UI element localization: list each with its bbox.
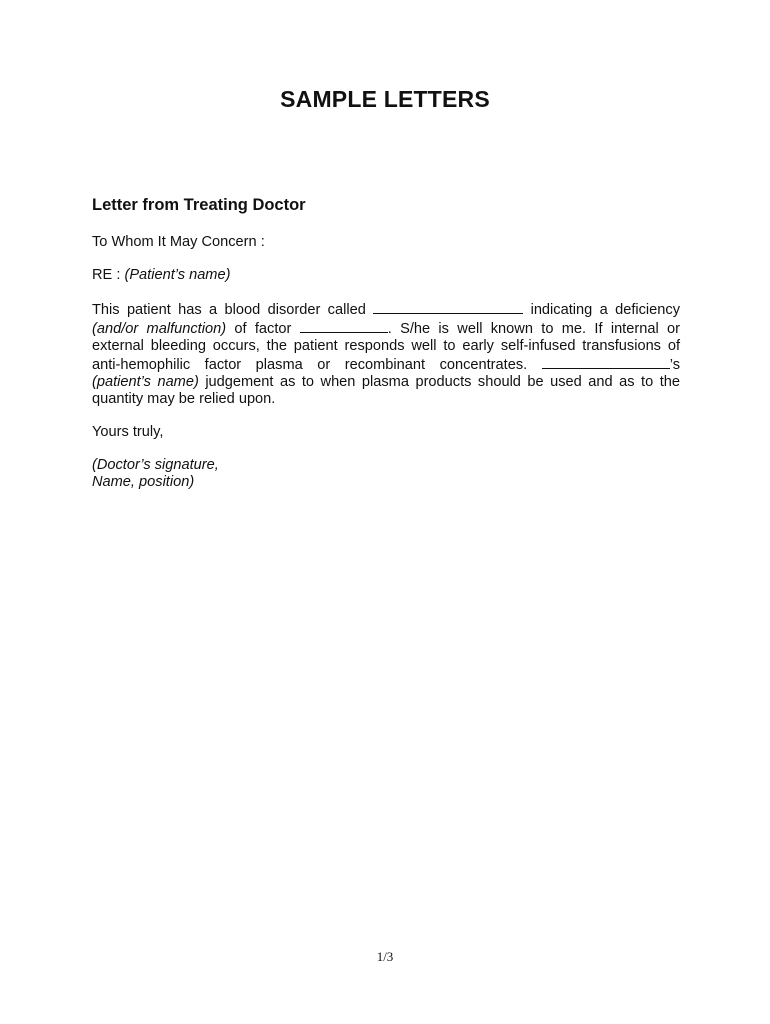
letter-content (92, 197, 680, 491)
patient-name-blank[interactable] (542, 355, 670, 369)
body-text-6: ’s (669, 357, 680, 373)
salutation: To Whom It May Concern : (92, 234, 265, 250)
re-patient-name: (Patient’s name) (124, 267, 231, 283)
body-text-1: This patient has a blood disorder called (92, 302, 366, 318)
re-label: RE : (92, 267, 121, 283)
disorder-blank[interactable] (373, 300, 523, 314)
letter-body (92, 300, 680, 408)
body-text-8: judgement as to when plasma products should be used and as to the quantity may be relied upon. (92, 374, 680, 407)
factor-blank[interactable] (300, 319, 388, 333)
body-text-5: . S/he is well known to me. If internal or external bleeding occurs, the patient responds well to early self-infused transfusions of anti-hemophilic factor plasma or recombinant concentrates. (92, 321, 680, 373)
body-text-4: of factor (234, 321, 292, 337)
body-text-2: indicating a deficiency (530, 302, 680, 318)
body-text-3: (and/or malfunction) (92, 321, 227, 337)
section-heading: Letter from Treating Doctor (92, 196, 306, 214)
signature-line-2: Name, position) (92, 474, 195, 490)
page-number: 1/3 (376, 949, 394, 964)
body-text-7: (patient’s name) (92, 374, 199, 390)
closing: Yours truly, (92, 424, 164, 440)
signature-block (92, 457, 680, 491)
re-line (92, 267, 680, 284)
page-title: SAMPLE LETTERS (280, 86, 490, 112)
signature-line-1: (Doctor’s signature, (92, 457, 219, 473)
